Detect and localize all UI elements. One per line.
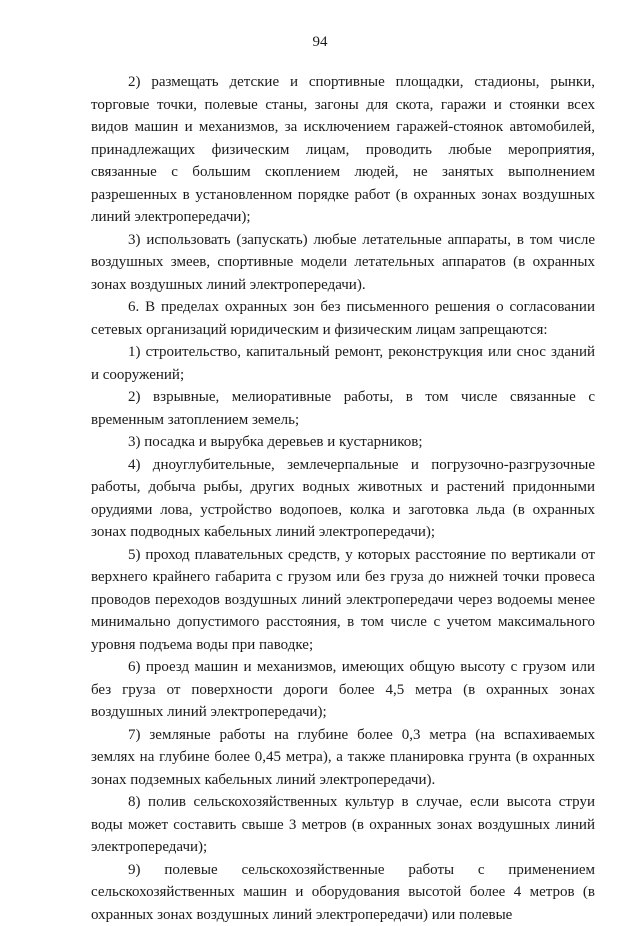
paragraph-section-6-intro: 6. В пределах охранных зон без письменного решения о согласовании сетевых организаций юридическим и физическим лицам запрещаются:	[91, 296, 595, 341]
document-body	[91, 71, 595, 926]
paragraph-item-2-blasting: 2) взрывные, мелиоративные работы, в том числе связанные с временным затоплением земель;	[91, 386, 595, 431]
paragraph-item-9-field-work: 9) полевые сельскохозяйственные работы с применением сельскохозяйственных машин и оборудования высотой более 4 метров (в охранных зонах воздушных линий электропередачи) или полевые	[91, 859, 595, 926]
paragraph-item-8-irrigation: 8) полив сельскохозяйственных культур в случае, если высота струи воды может составить свыше 3 метров (в охранных зонах воздушных линий электропередачи);	[91, 791, 595, 859]
paragraph-item-2-placement-ban: 2) размещать детские и спортивные площадки, стадионы, рынки, торговые точки, полевые станы, загоны для скота, гаражи и стоянки всех видов машин и механизмов, за исключением гаражей-стоянок автомобилей, принадлежащих физическим лицам, проводить любые мероприятия, связанные с большим скоплением людей, не занятых выполнением разрешенных в установленном порядке работ (в охранных зонах воздушных линий электропередачи);	[91, 71, 595, 229]
paragraph-item-3-trees: 3) посадка и вырубка деревьев и кустарников;	[91, 431, 595, 454]
paragraph-item-7-earthworks: 7) земляные работы на глубине более 0,3 метра (на вспахиваемых землях на глубине более 0,45 метра), а также планировка грунта (в охранных зонах подземных кабельных линий электропередачи).	[91, 724, 595, 792]
paragraph-item-4-dredging: 4) дноуглубительные, землечерпальные и погрузочно-разгрузочные работы, добыча рыбы, других водных животных и растений придонными орудиями лова, устройство водопоев, колка и заготовка льда (в охранных зонах подводных кабельных линий электропередачи);	[91, 454, 595, 544]
page-number: 94	[0, 33, 640, 51]
paragraph-item-3-aircraft-ban: 3) использовать (запускать) любые летательные аппараты, в том числе воздушных змеев, спортивные модели летательных аппаратов (в охранных зонах воздушных линий электропередачи).	[91, 229, 595, 297]
paragraph-item-6-vehicles: 6) проезд машин и механизмов, имеющих общую высоту с грузом или без груза от поверхности дороги более 4,5 метра (в охранных зонах воздушных линий электропередачи);	[91, 656, 595, 724]
paragraph-item-5-vessels: 5) проход плавательных средств, у которых расстояние по вертикали от верхнего крайнего габарита с грузом или без груза до нижней точки провеса проводов переходов воздушных линий электропередачи через водоемы менее минимально допустимого расстояния, в том числе с учетом максимального уровня подъема воды при паводке;	[91, 544, 595, 657]
paragraph-item-1-construction: 1) строительство, капитальный ремонт, реконструкция или снос зданий и сооружений;	[91, 341, 595, 386]
